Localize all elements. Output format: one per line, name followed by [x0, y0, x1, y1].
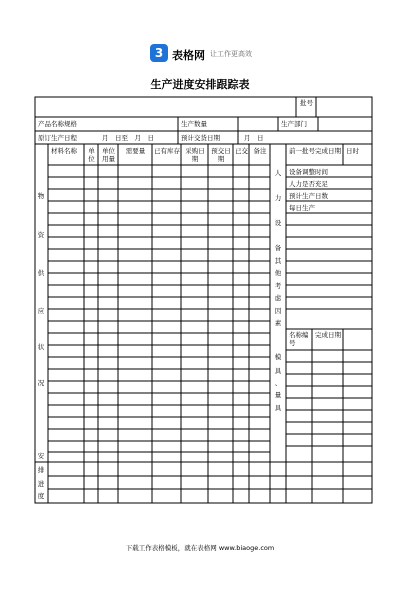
factor-label-char: 其: [274, 257, 282, 265]
logo-glyph: 3: [154, 46, 164, 60]
section-label-char: 状: [37, 343, 45, 351]
approve-label: 批号: [300, 99, 313, 107]
mold-name-number-label: 名称编号: [289, 331, 309, 347]
col-expected-delivery-date: 预交日期: [211, 147, 231, 163]
mold-completion-date-label: 完成日期: [315, 331, 341, 339]
factor-label-char: 因: [274, 307, 282, 315]
factor-label-char: 虑: [274, 294, 282, 302]
section-label-char: 物: [37, 192, 45, 200]
product-qty-label: 生产数量: [181, 120, 207, 128]
col-delivered: 已交: [235, 147, 248, 155]
date-label: 日时: [346, 147, 359, 155]
section-label-char: 应: [37, 307, 45, 315]
right-item-daily-output: 每日生产: [289, 204, 315, 212]
prev-batch-completion-label: 前一批号完成日期: [289, 147, 341, 155]
factor-label-char: 人: [274, 169, 282, 177]
col-in-stock: 已有库存: [154, 147, 180, 155]
production-dept-label: 生产部门: [281, 120, 307, 128]
right-item-expected-days: 预计生产日数: [289, 192, 328, 200]
mold-label-char: 量: [274, 391, 282, 399]
col-remarks: 备注: [253, 147, 267, 155]
mold-label-char: 模: [274, 353, 282, 361]
right-item-labor-sufficient: 人力是否充足: [289, 180, 328, 188]
section-label-char: 况: [37, 379, 45, 387]
factor-label-char: 备: [274, 244, 282, 252]
expected-delivery-label: 预计交货日期: [181, 134, 220, 142]
brand-name: 表格网: [172, 49, 205, 62]
col-material-name: 材料名称: [51, 147, 77, 155]
factor-label-char: 力: [274, 194, 282, 202]
schedule-label-char: 进: [37, 480, 45, 488]
section-label-char: 供: [37, 269, 45, 277]
right-item-equipment-adjust: 设备调整时间: [289, 168, 328, 176]
product-name-spec-label: 产品名称规格: [38, 120, 77, 128]
delivery-date[interactable]: 月 日: [244, 134, 264, 142]
schedule-label-char: 度: [37, 492, 45, 500]
factor-label-char: 素: [274, 319, 282, 327]
section-label-char: 资: [37, 231, 45, 239]
page-title: 生产进度安排跟踪表: [150, 78, 250, 91]
mold-label-char: 具: [274, 404, 282, 412]
page-footer: 下载工作表格模板，就在表格网 www.biaoge.com: [125, 544, 275, 552]
mold-label-char: 、: [274, 379, 282, 387]
original-schedule-label: 原订生产日程: [38, 134, 77, 142]
schedule-label-char: 安: [37, 452, 45, 460]
col-unit: 单位: [88, 147, 95, 163]
schedule-dates[interactable]: 月 日至 月 日: [102, 134, 154, 142]
brand-slogan: 让工作更高效: [210, 50, 252, 58]
factor-label-char: 考: [274, 282, 282, 290]
factor-label-char: 他: [274, 269, 282, 277]
mold-label-char: 具: [274, 367, 282, 375]
col-purchase-date: 采购日期: [185, 147, 205, 163]
factor-label-char: 设: [274, 219, 282, 227]
col-required-qty: 需要量: [125, 147, 146, 155]
schedule-label-char: 排: [37, 466, 45, 474]
col-unit-usage: 单位用量: [102, 147, 115, 163]
